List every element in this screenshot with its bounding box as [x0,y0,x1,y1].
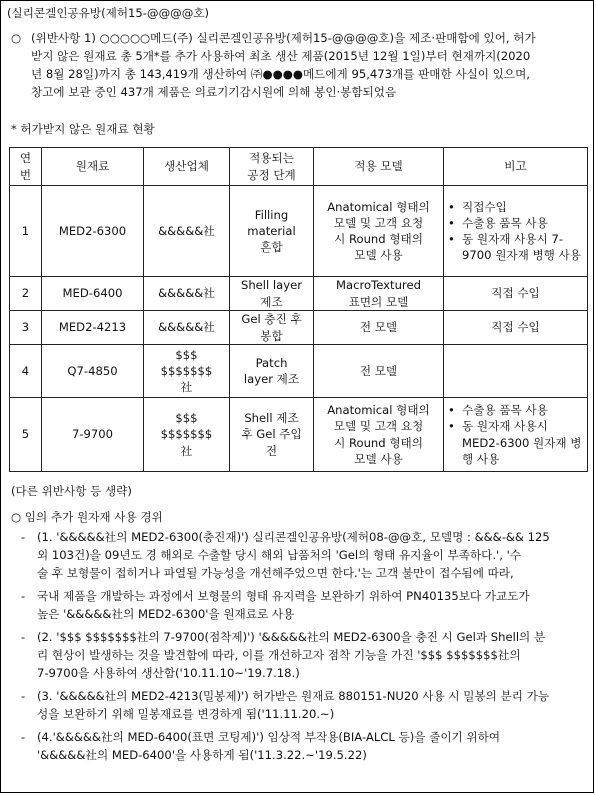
cell-material: MED2-4213 [42,311,144,345]
item-line: (3. '&&&&&社의 MED2-4213(밀봉제)') 허가받은 원재료 880151-NU20 사용 시 밀봉의 분리 가능 [37,688,550,703]
table-row [10,186,588,277]
remark-item: • 수출용 품목 사용 [462,215,585,231]
cell-remarks: 직접 수입 [444,311,588,345]
violation-line: 년 8월 28일)까지 총 143,419개 생산하여 ㈜●●●●메드에게 95,473개를 판매한 사실이 있으며, [31,66,530,81]
remark-item: • 직접수입 [462,199,585,215]
cell-stage: Patch layer 제조 [230,345,314,398]
remark-item: • 수출용 품목 사용 [462,402,585,418]
list-item [21,529,585,583]
header-stage: 적용되는 공정 단계 [230,148,314,186]
omitted-note: (다른 위반사항 등 생략) [11,484,132,498]
header-remarks: 비고 [444,148,588,186]
remark-item: • 동 원자재 사용시 7-9700 원자재 병행 사용 [462,231,585,263]
cell-model: Anatomical 형태의 모델 및 고객 요청 시 Round 형태의 모델 사용 [314,186,444,277]
cell-no: 4 [10,345,42,398]
item-line: 외 103건)을 09년도 경 해외로 수출할 당시 해외 납품처의 'Gel의 형태 유지율이 부족하다.', '수 [37,547,521,562]
cell-no: 1 [10,186,42,277]
table-note: * 허가받지 않은 원재료 현황 [11,122,155,136]
violation-line: 창고에 보관 중인 437개 제품은 의료기기감시원에 의해 봉인·봉함되었음 [31,84,397,99]
header-model: 적용 모델 [314,148,444,186]
item-line: 성을 보완하기 위해 밀봉재료를 변경하게 됨('11.11.20.~) [37,706,335,721]
cell-maker: &&&&&社 [144,311,230,345]
header-material: 원재료 [42,148,144,186]
cell-stage: Gel 충진 후 봉합 [230,311,314,345]
cell-model: MacroTextured 표면의 모델 [314,277,444,311]
section-heading: ○ 임의 추가 원자재 사용 경위 [11,510,163,524]
header-maker: 생산업체 [144,148,230,186]
cell-model: Anatomical 형태의 모델 및 고객 요청 시 Round 형태의 모델 사용 [314,398,444,472]
dash-bullet-icon: - [21,588,26,603]
cell-material: 7-9700 [42,398,144,472]
cell-model: 전 모델 [314,345,444,398]
cell-material: Q7-4850 [42,345,144,398]
dash-bullet-icon: - [21,629,26,644]
cell-maker: &&&&&社 [144,186,230,277]
cell-no: 5 [10,398,42,472]
cell-material: MED-6400 [42,277,144,311]
document-header: (실리콘겔인공유방(제허15-@@@@호) [7,6,210,20]
table-row [10,345,588,398]
table-row [10,398,588,472]
cell-stage: Shell 제조 후 Gel 주입 전 [230,398,314,472]
list-item [21,688,585,724]
item-line: 리 현상이 발생하는 것을 발견함에 따라, 이를 개선하고자 점착 기능을 가진 '$$$ $$$$$$$社의 [37,647,521,662]
cell-model: 전 모델 [314,311,444,345]
item-line: (2. '$$$ $$$$$$$社의 7-9700(점착제)') '&&&&&社의 MED2-6300을 충진 시 Gel과 Shell의 분 [37,629,546,644]
remark-item: • 동 원자재 사용시 MED2-6300 원자재 병행 사용 [462,418,585,467]
history-list [21,529,585,770]
list-item [21,588,585,624]
cell-remarks [444,345,588,398]
materials-table [9,147,588,472]
table-header-row [10,148,588,186]
list-item [21,629,585,683]
dash-bullet-icon: - [21,688,26,703]
item-line: (4.'&&&&&社의 MED-6400(표면 코팅제)') 임상적 부작용(BIA-ALCL 등)을 줄이기 위하여 [37,729,501,744]
cell-maker: $$$ $$$$$$$ 社 [144,398,230,472]
cell-maker: $$$ $$$$$$$ 社 [144,345,230,398]
item-line: 술 후 보형물이 접히거나 파열될 가능성을 개선해주었으면 한다.'는 고객 불만이 접수됨에 따라, [37,565,514,580]
item-line: 국내 제품을 개발하는 과정에서 보형물의 형태 유지력을 보완하기 위하여 PN40135보다 가교도가 [37,588,530,603]
dash-bullet-icon: - [21,729,26,744]
list-item [21,729,585,765]
cell-no: 3 [10,311,42,345]
cell-no: 2 [10,277,42,311]
violation-line: 받지 않은 원재료 총 5개*를 추가 사용하여 최초 생산 제품(2015년 12월 1일)부터 현재까지(2020 [31,48,531,63]
cell-remarks [444,398,588,472]
item-line: '&&&&&社의 MED-6400'을 사용하게 됨('11.3.22.~'19.5.22) [37,747,367,762]
item-line: 7-9700을 사용하여 생산함('10.11.10~'19.7.18.) [37,665,300,680]
table-row [10,311,588,345]
cell-remarks: 직접 수입 [444,277,588,311]
cell-maker: &&&&&社 [144,277,230,311]
dash-bullet-icon: - [21,530,26,544]
table-row [10,277,588,311]
item-line: 높은 '&&&&&社의 MED2-6300'을 원재료로 사용 [37,606,295,621]
header-no: 연 번 [10,148,42,186]
cell-remarks [444,186,588,277]
violation-line: (위반사항 1) ○○○○○메드(주) 실리콘겔인공유방(제허15-@@@@호)을 제조·판매함에 있어, 허가 [31,31,536,45]
item-line: (1. '&&&&&社의 MED2-6300(충진재)') 실리콘겔인공유방(제허08-@@호, 모델명 : &&&-&& 125 [37,530,550,544]
violation-paragraph [11,30,585,102]
cell-stage: Filling material 혼합 [230,186,314,277]
cell-stage: Shell layer 제조 [230,277,314,311]
cell-material: MED2-6300 [42,186,144,277]
circle-bullet-icon: ○ [11,31,22,45]
